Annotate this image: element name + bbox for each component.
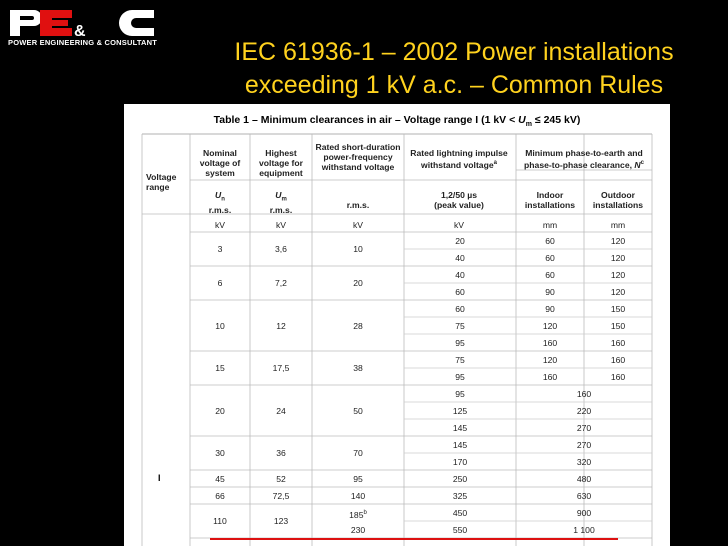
cell-um-1: 7,2 [275,278,287,288]
unit-indoor: mm [542,220,558,230]
cell-pf-7: 140 [350,490,366,501]
cell-outdoor-0-1: 120 [610,253,626,263]
cell-um-8: 123 [273,516,289,526]
cell-li-4-2: 145 [452,423,468,433]
cell-clearance-4-1: 220 [576,406,592,416]
header-outdoor: Outdoor installations [592,190,644,210]
cell-li-2-1: 75 [455,321,465,331]
cell-indoor-0-0: 60 [545,236,555,246]
cell-pf-3: 38 [353,363,363,373]
cell-pf-5: 70 [353,448,363,458]
cell-un-8: 110 [213,516,227,526]
cell-li-2-0: 60 [455,304,465,314]
cell-li-6-0: 250 [452,474,468,484]
header-un: $U_n$ r.m.s. [208,190,232,215]
table-title: Table 1 – Minimum clearances in air – Voltage range I (1 kV < $U_m \le 245$ kV) [213,114,581,129]
cell-li-7-0: 325 [452,491,468,501]
cell-li-8-1: 550 [452,525,468,535]
unit-nominal: kV [214,220,226,230]
cell-clearance-8-0: 900 [576,508,592,518]
cell-um-3: 17,5 [272,363,290,373]
cell-outdoor-3-0: 160 [610,355,626,365]
cell-li-1-1: 60 [455,287,465,297]
cell-un-2: 10 [215,320,225,331]
slide-title [190,36,718,102]
cell-outdoor-3-1: 160 [610,372,626,382]
cell-li-3-1: 95 [455,372,465,382]
cell-li-4-1: 125 [452,406,468,416]
cell-indoor-3-0: 120 [542,355,558,365]
unit-outdoor: mm [610,220,626,230]
header-indoor: Indoor installations [524,190,576,210]
cell-um-0: 3,6 [275,244,287,254]
cell-outdoor-2-1: 150 [610,321,626,331]
cell-clearance-4-2: 270 [576,423,592,433]
title-line-2: exceeding 1 kV a.c. – Common Rules [244,71,664,99]
cell-clearance-6-0: 480 [576,474,592,484]
cell-un-5: 30 [215,448,225,458]
cell-indoor-3-1: 160 [542,372,558,382]
cell-clearance-5-1: 320 [576,457,592,467]
cell-un-6: 45 [215,473,225,484]
cell-li-8-0: 450 [452,508,468,518]
cell-clearance-4-0: 160 [576,389,592,399]
cell-outdoor-1-1: 120 [610,287,626,297]
cell-um-2: 12 [276,320,286,331]
cell-pf-8-1: 230 [350,525,366,535]
cell-clearance-5-0: 270 [576,440,592,450]
cell-indoor-2-2: 160 [542,338,558,348]
cell-pf-0: 10 [353,244,363,254]
cell-li-4-0: 95 [455,389,465,399]
voltage-range-label: I [158,473,161,483]
cell-outdoor-2-2: 160 [610,338,626,348]
cell-un-3: 15 [215,363,225,373]
cell-um-5: 36 [276,448,286,458]
header-lightning: Rated lightning impulse withstand voltage$^a$ [410,148,508,170]
cell-um-6: 52 [276,473,286,484]
cell-li-5-0: 145 [452,440,468,450]
header-nominal: Nominal voltage of system [199,148,241,178]
header-short-duration: Rated short-duration power-frequency withstand voltage [315,142,401,172]
unit-lightning: kV [453,220,465,230]
cell-um-4: 24 [276,405,286,416]
standard-table-page [124,104,670,546]
cell-um-7: 72,5 [272,490,290,501]
cell-outdoor-2-0: 150 [610,304,626,314]
unit-highest: kV [275,220,287,230]
cell-li-1-0: 40 [455,270,465,280]
cell-un-1: 6 [217,278,223,288]
header-highest: Highest voltage for equipment [259,148,303,178]
cell-li-5-1: 170 [452,457,468,467]
highlight-underline [210,538,618,540]
cell-indoor-0-1: 60 [545,253,555,263]
cell-clearance-8-1: 1 100 [573,525,595,535]
cell-pf-2: 28 [353,320,363,331]
cell-outdoor-1-0: 120 [610,270,626,280]
header-um: $U_m$ r.m.s. [269,190,293,215]
cell-li-3-0: 75 [455,355,465,365]
header-phase-clearance: Minimum phase-to-earth and phase-to-phase clearance, $N^c$ [524,148,644,170]
svg-text:&: & [74,23,86,40]
cell-indoor-2-1: 120 [542,321,558,331]
cell-outdoor-0-0: 120 [610,236,626,246]
cell-pf-6: 95 [353,473,363,484]
cell-indoor-1-1: 90 [545,287,555,297]
cell-indoor-2-0: 90 [545,304,555,314]
cell-li-2-2: 95 [455,338,465,348]
title-line-1: IEC 61936-1 – 2002 Power installations [234,38,674,66]
cell-un-0: 3 [217,244,223,254]
cell-un-4: 20 [215,405,225,416]
cell-un-7: 66 [215,490,225,501]
unit-short: kV [352,220,364,230]
cell-pf-1: 20 [353,278,363,288]
cell-indoor-1-0: 60 [545,270,555,280]
cell-pf-4: 50 [353,405,363,416]
header-pf-rms: r.m.s. [346,200,370,210]
cell-li-0-0: 20 [455,236,465,246]
header-impulse: 1,2/50 µs (peak value) [434,190,484,210]
cell-pf-8-0: 185$^b$ [349,509,367,520]
brand-subtitle: POWER ENGINEERING & CONSULTANT [8,38,158,47]
header-voltage-range: Voltage range [146,172,177,192]
cell-clearance-7-0: 630 [576,491,592,501]
cell-li-0-1: 40 [455,253,465,263]
